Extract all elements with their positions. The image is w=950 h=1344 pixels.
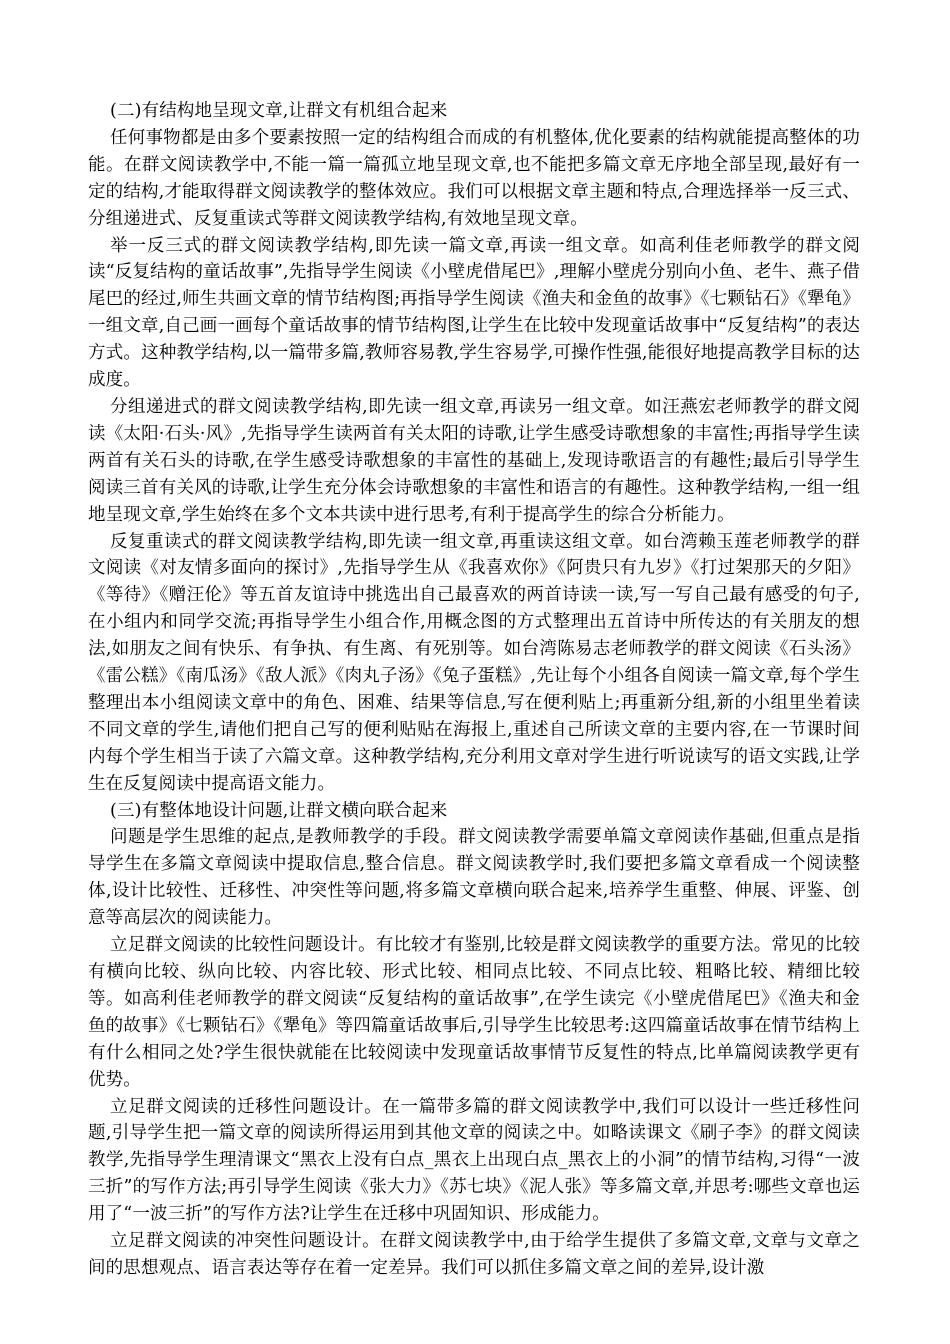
paragraph: 分组递进式的群文阅读教学结构,即先读一组文章,再读另一组文章。如汪燕宏老师教学的群文阅读《太阳·石头·风》,先指导学生读两首有关太阳的诗歌,让学生感受诗歌想象的丰富性;再指导学生读两首有关石头的诗歌,在学生感受诗歌想象的丰富性的基础上,发现诗歌语言的有趣性;最后引导学生阅读三首有关风的诗歌,让学生充分体会诗歌想象的丰富性和语言的有趣性。这种教学结构,一组一组地呈现文章,学生始终在多个文本共读中进行思考,有利于提高学生的综合分析能力。 xyxy=(88,396,860,525)
paragraph: 立足群文阅读的比较性问题设计。有比较才有鉴别,比较是群文阅读教学的重要方法。常见的比较有横向比较、纵向比较、内容比较、形式比较、相同点比较、不同点比较、粗略比较、精细比较等。如高利佳老师教学的群文阅读“反复结构的童话故事”,在学生读完《小壁虎借尾巴》《渔夫和金鱼的故事》《七颗钻石》《犟龟》等四篇童话故事后,引导学生比较思考:这四篇童话故事在情节结构上有什么相同之处?学生很快就能在比较阅读中发现童话故事情节反复性的特点,比单篇阅读教学更有优势。 xyxy=(88,935,860,1090)
paragraph: 任何事物都是由多个要素按照一定的结构组合而成的有机整体,优化要素的结构就能提高整体的功能。在群文阅读教学中,不能一篇一篇孤立地呈现文章,也不能把多篇文章无序地全部呈现,最好有一定的结构,才能取得群文阅读教学的整体效应。我们可以根据文章主题和特点,合理选择举一反三式、分组递进式、反复重读式等群文阅读教学结构,有效地呈现文章。 xyxy=(88,127,860,229)
paragraph: 举一反三式的群文阅读教学结构,即先读一篇文章,再读一组文章。如高利佳老师教学的群文阅读“反复结构的童话故事”,先指导学生阅读《小壁虎借尾巴》,理解小壁虎分别向小鱼、老牛、燕子借尾巴的经过,师生共画文章的情节结构图;再指导学生阅读《渔夫和金鱼的故事》《七颗钻石》《犟龟》一组文章,自己画一画每个童话故事的情节结构图,让学生在比较中发现童话故事中“反复结构”的表达方式。这种教学结构,以一篇带多篇,教师容易教,学生容易学,可操作性强,能很好地提高教学目标的达成度。 xyxy=(88,235,860,391)
paragraph: 问题是学生思维的起点,是教师教学的手段。群文阅读教学需要单篇文章阅读作基础,但重点是指导学生在多篇文章阅读中提取信息,整合信息。群文阅读教学时,我们要把多篇文章看成一个阅读整体,设计比较性、迁移性、冲突性等问题,将多篇文章横向联合起来,培养学生重整、伸展、评鉴、创意等高层次的阅读能力。 xyxy=(88,827,860,929)
section-heading-structure: (二)有结构地呈现文章,让群文有机组合起来 xyxy=(110,101,448,121)
paragraph: 反复重读式的群文阅读教学结构,即先读一组文章,再重读这组文章。如台湾赖玉莲老师教学的群文阅读《对友情多面向的探讨》,先指导学生从《我喜欢你》《阿贵只有九岁》《打过架那天的夕阳》《等待》《赠汪伦》等五首友谊诗中挑选出自己最喜欢的两首诗读一读,写一写自己最有感受的句子,在小组内和同学交流;再指导学生小组合作,用概念图的方式整理出五首诗中所传达的有关朋友的想法,如朋友之间有快乐、有争执、有生离、有死别等。如台湾陈易志老师教学的群文阅读《石头汤》《雷公糕》《南瓜汤》《敌人派》《肉丸子汤》《兔子蛋糕》,先让每个小组各自阅读一篇文章,每个学生整理出本小组阅读文章中的角色、困难、结果等信息,写在便利贴上;再重新分组,新的小组里坐着读不同文章的学生,请他们把自己写的便利贴贴在海报上,重述自己所读文章的主要内容,在一节课时间内每个学生相当于读了六篇文章。这种教学结构,充分利用文章对学生进行听说读写的语文实践,让学生在反复阅读中提高语文能力。 xyxy=(88,531,860,794)
paragraph: 立足群文阅读的冲突性问题设计。在群文阅读教学中,由于给学生提供了多篇文章,文章与文章之间的思想观点、语言表达等存在着一定差异。我们可以抓住多篇文章之间的差异,设计激 xyxy=(88,1231,860,1278)
section-heading-questions: (三)有整体地设计问题,让群文横向联合起来 xyxy=(110,800,448,821)
paragraph: 立足群文阅读的迁移性问题设计。在一篇带多篇的群文阅读教学中,我们可以设计一些迁移性问题,引导学生把一篇文章的阅读所得运用到其他文章的阅读之中。如略读课文《刷子李》的群文阅读教学,先指导学生理清课文“黑衣上没有白点_黑衣上出现白点_黑衣上的小洞”的情节结构,习得“一波三折”的写作方法;再引导学生阅读《张大力》《苏七块》《泥人张》等多篇文章,并思考:哪些文章也运用了“一波三折”的写作方法?让学生在迁移中巩固知识、形成能力。 xyxy=(88,1096,860,1225)
document-body xyxy=(88,98,860,1282)
